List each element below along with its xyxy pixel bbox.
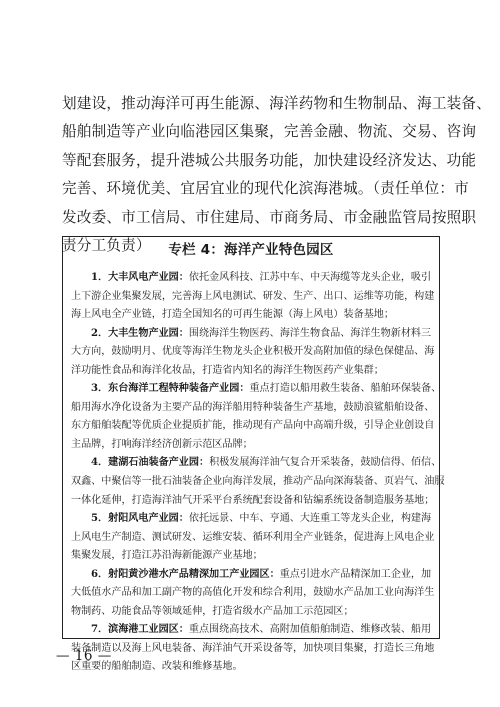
item-line: 海上风电全产业链，打造全国知名的可再生能源（海上风电）装备基地； — [71, 309, 394, 321]
item-line: 一体化延伸，打造海洋油气开采平台系统配套设备和钻编系统设备制造服务基地； — [71, 494, 435, 506]
item-line: 大低值水产品和加工副产物的高值化开发和综合利用，鼓励水产品加工业向海洋生 — [71, 587, 435, 599]
item-line: 积极发展海洋油气复合开采装备，鼓励信得、佰信、 — [209, 457, 442, 469]
item-line: 东方船舶装配等优质企业提质扩能，推动现有产品向中高端升级，引导企业创设自 — [71, 420, 435, 432]
item-line: 大方向，鼓励明月、优度等海洋生物龙头企业积极开发高附加值的绿色保健品、海 — [71, 346, 435, 358]
item-heading: 6．射阳黄沙港水产品精深加工产业园区： — [91, 568, 280, 580]
item-heading: 4．建湖石油装备产业园： — [91, 457, 210, 469]
park-item-binhai-port — [71, 621, 433, 677]
park-item-sheyang-wind — [71, 510, 433, 566]
item-line: 装备制造以及海上风电装备、海洋油气开采设备等，加快项目集聚，打造长三角地 — [71, 642, 435, 654]
park-item-dongtai-equipment — [71, 380, 442, 454]
paragraph-line: 等配套服务，提升港城公共服务功能，加快建设经济发达、功能 — [62, 151, 477, 169]
paragraph-line: 划建设，推动海洋可再生能源、海洋药物和生物制品、海工装备、 — [62, 95, 492, 112]
item-line: 洋功能性食品和海洋化妆品，打造省内知名的海洋生物医药产业集群； — [71, 364, 384, 376]
item-line: 船用海水净化设备为主要产品的海洋船用特种装备生产基地，鼓励浪鲨船舶设备、 — [71, 401, 435, 413]
item-heading: 1．大丰风电产业园： — [91, 272, 189, 283]
item-line: 区重要的船舶制造、改装和维修基地。 — [71, 661, 243, 673]
item-line: 上风电生产制造、测试研发、运维安装、循环利用全产业链条，促进海上风电企业 — [71, 531, 435, 543]
item-heading: 2．大丰生物产业园： — [91, 327, 189, 339]
item-line: 上下游企业集聚发展，完善海上风电测试、研发、生产、出口、运维等功能，构建 — [71, 290, 435, 302]
item-line: 围绕海洋生物医药、海洋生物食品、海洋生物新材料三 — [188, 327, 432, 339]
park-list — [71, 269, 445, 677]
park-item-jianhu-oil — [71, 454, 445, 510]
item-line: 重点引进水产品精深加工企业，加 — [279, 568, 432, 580]
paragraph-line: 发改委、市工信局、市住建局、市商务局、市金融监管局按照职 — [62, 208, 477, 226]
paragraph-line: 完善、环境优美、宜居宜业的现代化滨海港城。（责任单位：市 — [62, 180, 469, 198]
paragraph-line: 船舶制造等产业向临港园区集聚，完善金融、物流、交易、咨询 — [62, 123, 477, 141]
item-heading: 5．射阳风电产业园： — [91, 513, 189, 525]
park-item-dafeng-wind — [71, 269, 433, 325]
park-item-sheyang-aquatic — [71, 566, 433, 622]
page-number: — 16 — — [56, 648, 112, 664]
paragraph-line: 责分工负责） — [62, 237, 151, 255]
item-line: 依托远景、中车、亨通、大连重工等龙头企业，构建海 — [188, 513, 432, 525]
item-heading: 7．滨海港工业园区： — [91, 624, 189, 636]
item-line: 双鑫、中聚信等一批石油装备企业向海洋发展，推动产品向深海装备、页岩气、油服 — [71, 476, 445, 488]
item-line: 重点围绕高技术、高附加值船舶制造、维修改装、船用 — [188, 624, 432, 636]
item-line: 依托金风科技、江苏中车、中天海缆等龙头企业，吸引 — [188, 272, 432, 283]
body-paragraph — [62, 90, 492, 260]
item-line: 重点打造以船用救生装备、船舶环保装备、 — [249, 383, 442, 395]
item-line: 集聚发展，打造江苏沿海新能源产业基地； — [71, 550, 263, 562]
item-line: 主品牌，打响海洋经济创新示范区品牌； — [71, 438, 253, 450]
park-item-dafeng-bio — [71, 325, 433, 381]
item-heading: 3．东台海洋工程特种装备产业园： — [91, 383, 250, 395]
box-title: 专栏 4：海洋产业特色园区 — [168, 243, 334, 258]
item-line: 物制药、功能食品等领域延伸，打造省级水产品加工示范园区； — [71, 605, 354, 617]
